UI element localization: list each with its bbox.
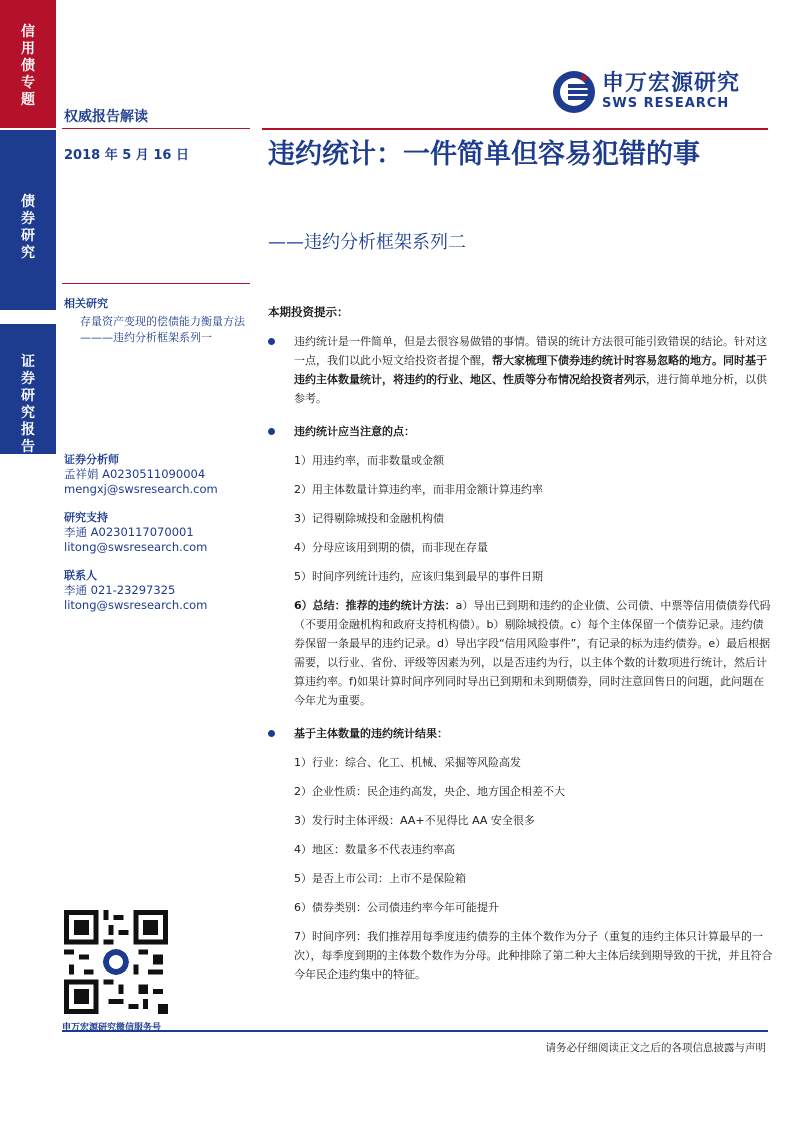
- support-email[interactable]: litong@swsresearch.com: [64, 540, 208, 554]
- support-name: 李通 A0230117070001: [64, 525, 194, 539]
- side-tab-char: 研: [21, 388, 35, 404]
- notes-title: 违约统计应当注意的点：: [294, 425, 415, 438]
- divider: [62, 128, 250, 129]
- footer-disclaimer: 请务必仔细阅读正文之后的各项信息披露与声明: [545, 1042, 766, 1054]
- side-tab-char: 报: [21, 422, 35, 438]
- side-tab-char: 专: [21, 75, 35, 91]
- results-heading: [268, 724, 773, 743]
- side-tab-char: 题: [21, 92, 35, 108]
- side-tab-char: 研: [21, 228, 35, 244]
- side-tab-char: 用: [21, 41, 35, 57]
- list-item: 7）时间序列：我们推荐用每季度违约债券的主体个数作为分子（重复的违约主体只计算最早的一次），每季度到期的主体数个数作为分母。此种排除了第二种大主体后续到期导致的干扰，并且符合今年民企违约集中的特征。: [294, 930, 773, 981]
- list-item: 4）分母应该用到期的债，而非现在存量: [294, 541, 488, 554]
- side-tab-char: 券: [21, 371, 35, 387]
- side-strip: [0, 0, 56, 1132]
- summary-text: a）导出已到期和违约的企业债、公司债、中票等信用债债券代码（不要用金融机构和政府支持机构债）。b）剔除城投债。c）每个主体保留一个债券记录。违约债券保留一条最早的违约记录。d）导出字段“信用风险事件”，有记录的标为违约债券。e）最后根据需要，以行业、省份、评级等因素为列，以是否违约为行，以主体个数的计数项进行统计，然后计算违约率。f)如果计算时间序列同时导出已到期和未到期债券，同时注意回售日的问题，此问题在今年尤为重要。: [294, 599, 771, 707]
- page-title: 违约统计：一件简单但容易犯错的事: [268, 139, 700, 170]
- analyst-name: 孟祥娟 A0230511090004: [64, 467, 206, 481]
- section-title: 本期投资提示：: [268, 305, 349, 319]
- qr-caption: 申万宏源研究微信服务号: [62, 1023, 162, 1033]
- contact-email[interactable]: litong@swsresearch.com: [64, 598, 208, 612]
- sws-logo: [552, 66, 767, 118]
- analyst-heading: 证券分析师: [64, 453, 119, 466]
- list-item: 3）发行时主体评级：AA+不见得比 AA 安全很多: [294, 814, 535, 827]
- list-item: 2）用主体数量计算违约率，而非用金额计算违约率: [294, 483, 543, 496]
- related-heading: 相关研究: [64, 297, 108, 310]
- list-item: 2）企业性质：民企违约高发，央企、地方国企相差不大: [294, 785, 565, 798]
- sws-logo-icon: [552, 70, 596, 114]
- header-label: 权威报告解读: [64, 109, 148, 125]
- summary-label: 6）总结：推荐的违约统计方法：: [294, 599, 456, 612]
- bullet-icon: [268, 428, 275, 435]
- contact-block: [64, 568, 254, 613]
- related-link[interactable]: 存量资产变现的偿债能力衡量方法———违约分析框架系列一: [80, 315, 245, 344]
- divider: [62, 1030, 768, 1032]
- side-tab-char: 信: [21, 24, 35, 40]
- side-tab-char: 证: [21, 354, 35, 370]
- contact-phone: 李通 021-23297325: [64, 583, 176, 597]
- logo-en-text: SWS RESEARCH: [602, 96, 730, 111]
- notes-heading: [268, 422, 773, 441]
- summary-item: [268, 596, 773, 710]
- intro-paragraph: [268, 332, 773, 408]
- side-tab-bond-research: [0, 130, 56, 310]
- bullet-icon: [268, 338, 275, 345]
- side-tab-char: 究: [21, 405, 35, 421]
- main-content: [268, 304, 773, 984]
- analyst-email[interactable]: mengxj@swsresearch.com: [64, 482, 218, 496]
- logo-cn-text: 申万宏源研究: [602, 71, 741, 96]
- divider: [262, 128, 768, 130]
- support-block: [64, 510, 254, 555]
- results-title: 基于主体数量的违约统计结果：: [294, 727, 448, 740]
- side-tab-char: 债: [21, 194, 35, 210]
- list-item: 5）时间序列统计违约，应该归集到最早的事件日期: [294, 570, 543, 583]
- related-research: [64, 296, 254, 346]
- list-item: 1）行业：综合、化工、机械、采掘等风险高发: [294, 756, 521, 769]
- list-item: 5）是否上市公司：上市不是保险箱: [294, 872, 466, 885]
- bullet-icon: [268, 730, 275, 737]
- list-item: 6）债券类别：公司债违约率今年可能提升: [294, 901, 499, 914]
- side-tab-char: 告: [21, 439, 35, 455]
- intro-bold-text: 帮大家梳理下债券违约统计时容易忽略的地方。同时基于违约主体数量统计，将违约的行业、地区、性质等分布情况给投资者列示: [294, 354, 767, 386]
- list-item: 1）用违约率，而非数量或金额: [294, 454, 444, 467]
- page-subtitle: ——违约分析框架系列二: [268, 232, 466, 253]
- intro-text: 违约统计是一件简单，但是去很容易做错的事情。错误的统计方法很可能引致错误的结论。针对这一点，我们以此小短文给投资者提个醒，: [294, 335, 767, 367]
- side-tab-char: 债: [21, 58, 35, 74]
- side-tab-credit-topic: [0, 0, 56, 128]
- analyst-block: [64, 452, 254, 497]
- report-date: 2018 年 5 月 16 日: [64, 148, 189, 163]
- intro-text-end: ，进行简单地分析，以供参考。: [294, 373, 767, 405]
- qr-code-icon: [64, 910, 168, 1014]
- list-item: 4）地区：数量多不代表违约率高: [294, 843, 455, 856]
- support-heading: 研究支持: [64, 511, 108, 524]
- list-item: 3）记得剔除城投和金融机构债: [294, 512, 444, 525]
- divider: [62, 283, 250, 284]
- contact-heading: 联系人: [64, 569, 97, 582]
- side-tab-char: 究: [21, 245, 35, 261]
- side-tab-securities-report: [0, 324, 56, 454]
- side-tab-char: 券: [21, 211, 35, 227]
